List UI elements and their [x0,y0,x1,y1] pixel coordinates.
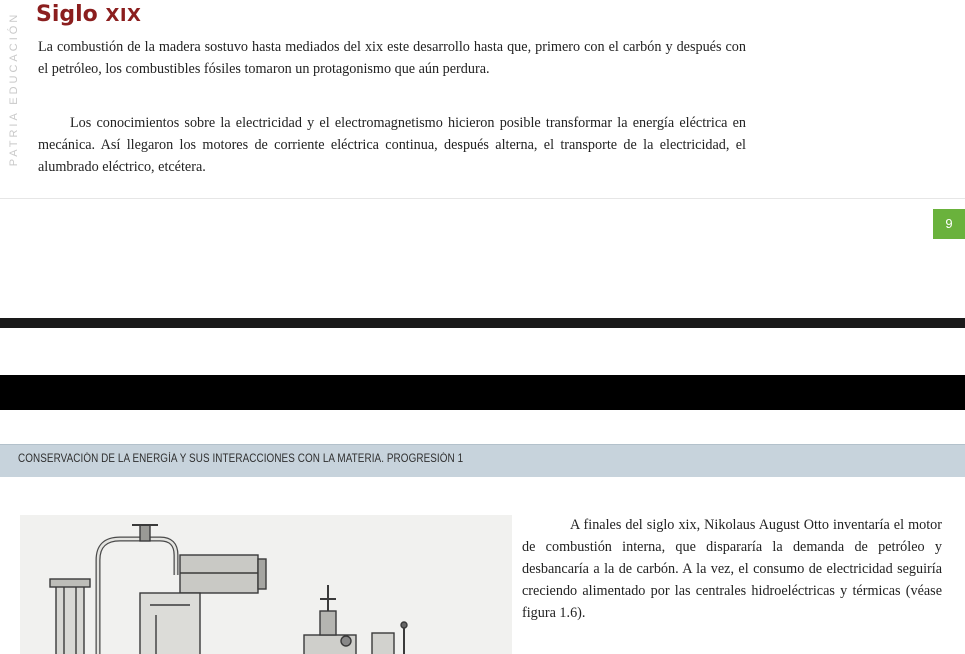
page-gap [0,328,965,375]
engine-figure [20,515,512,654]
top-page-fragment [0,0,965,318]
running-header [0,444,965,477]
engine-illustration-icon [20,515,512,654]
section-title [36,0,141,31]
page-separator-bar [0,318,965,328]
paragraph-2: Los conocimientos sobre la electricidad y el electromagnetismo hicieron posible transformar la energía eléctrica en mecánica. Así llegaron los motores de corriente eléctrica continua, después alterna, el transporte de la electricidad, el alumbrado eléctrico, etcétera. [38,115,746,175]
paragraph-1: La combustión de la madera sostuvo hasta mediados del xix este desarrollo hasta que, primero con el carbón y después con el petróleo, los combustibles fósiles tomaron un protagonismo que aún perdura. [38,39,746,77]
figure-side-paragraph: A finales del siglo xix, Nikolaus August Otto inventaría el motor de combustión interna, que dispararía la demanda de petróleo y desbancaría a la de carbón. A la vez, el consumo de electricidad seguiría creciendo alimentado por las centrales hidroeléctricas y térmicas (véase figura 1.6). [522,517,942,621]
divider [0,198,965,199]
section-title-text: Siglo [36,2,106,27]
bottom-page-fragment [0,410,965,654]
page-number-badge: 9 [933,209,965,239]
running-header-text: CONSERVACIÓN DE LA ENERGÍA Y SUS INTERACCIONES CON LA MATERIA. PROGRESIÓN 1 [18,453,464,465]
section-title-roman: XIX [105,5,142,26]
publisher-side-label: PATRIA EDUCACIÓN [8,11,20,167]
page-separator-bar-2 [0,375,965,410]
